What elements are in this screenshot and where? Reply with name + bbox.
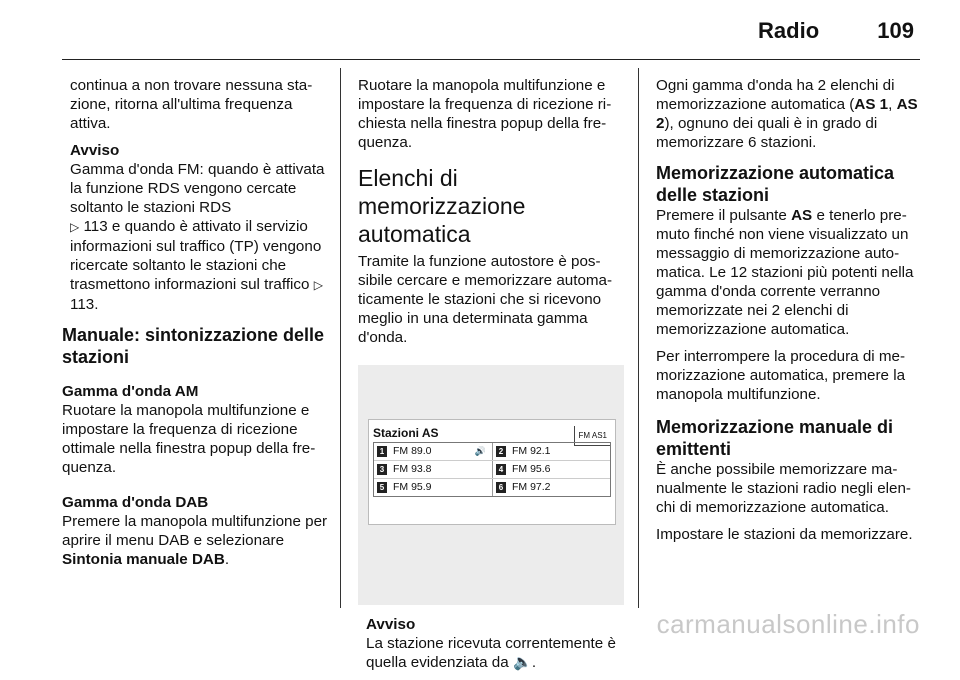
as1-label: AS 1: [854, 96, 889, 113]
page-ref-link[interactable]: 113: [83, 218, 108, 235]
column-divider: [638, 68, 639, 608]
am-text: Ruotare la manopola multifunzione e impostare la frequenza di ricezione ottimale nella finestra popup della frequenza.: [62, 402, 316, 476]
preset-number: 3: [377, 464, 387, 475]
note-text: e quando è attivato il servizio informazioni sul traffico (TP) vengono ricercate soltanto le stazioni che trasmettono informazioni sul traffico: [70, 218, 322, 293]
subheading-dab: Gamma d'onda DAB: [62, 494, 209, 511]
page-ref-icon: ▷: [70, 220, 80, 234]
header-rule: [62, 59, 920, 60]
station-screen: [368, 419, 616, 525]
note-block: [62, 141, 328, 314]
page-ref-link[interactable]: 113.: [70, 296, 99, 313]
watermark: carmanualsonline.info: [656, 609, 920, 639]
intro-text: Ruotare la manopola multifunzione e impostare la frequenza di ricezione richiesta nella finestra popup della frequenza.: [358, 77, 612, 151]
screen-tab: FM AS1: [574, 426, 611, 446]
body-text: È anche possibile memorizzare manualmente le stazioni radio negli elenchi di memorizzazione automatica.: [656, 461, 911, 516]
station-label: FM 93.8: [393, 463, 432, 475]
station-row: [374, 461, 610, 479]
intro-text: continua a non trovare nessuna stazione, ritorna all'ultima frequenza attiva.: [70, 77, 313, 132]
station-label: FM 95.9: [393, 481, 432, 493]
column-1: continua a non trovare nessuna stazione, ritorna all'ultima frequenza attiva. Avviso Gamma d'onda FM: quando è attivata la funzione RDS vengono cercate soltanto le stazioni RDS ▷ 113 e quando è attivato il servizio informazioni sul traffico (TP) vengono ricercate soltanto le stazioni che trasmettono informazioni sul traffico ▷ 113. Manuale: sintonizzazione delle stazioni Gamma d'onda AM Ruotare la manopola multifunzione e impostare la frequenza di ricezione ottimale nella finestra popup della frequenza. Gamma d'onda DAB Premere la manopola multifunzione per aprire il menu DAB e selezionare Sintonia manuale DAB.: [62, 77, 328, 568]
section-heading: Memorizzazione automatica delle stazioni: [656, 163, 895, 205]
section-heading: Memorizzazione manuale di emittenti: [656, 417, 894, 459]
speaker-icon: 🔈: [512, 654, 532, 671]
section-heading: Manuale: sintonizzazione delle stazioni: [62, 325, 325, 367]
intro-text: Ogni gamma d'onda ha 2 elenchi di memorizzazione automatica (: [656, 77, 895, 113]
station-row: [374, 443, 610, 461]
dab-menu-item: Sintonia manuale DAB: [62, 551, 225, 568]
preset-number: 6: [496, 482, 506, 493]
station-cell[interactable]: [374, 443, 492, 460]
station-label: FM 92.1: [512, 445, 551, 457]
screen-title: Stazioni AS: [373, 426, 439, 440]
station-cell[interactable]: [492, 479, 610, 496]
station-label: FM 97.2: [512, 481, 551, 493]
station-label: FM 95.6: [512, 463, 551, 475]
body-text: Per interrompere la procedura di memorizzazione automatica, premere la manopola multifunzione.: [656, 348, 906, 403]
as2-label: AS 2: [656, 96, 918, 132]
station-cell[interactable]: [374, 461, 492, 478]
preset-number: 5: [377, 482, 387, 493]
screen-figure: [358, 365, 624, 605]
page-number: 109: [877, 18, 914, 43]
section-heading: Elenchi di memorizzazione automatica: [358, 165, 526, 247]
preset-number: 4: [496, 464, 506, 475]
station-cell[interactable]: [374, 479, 492, 496]
note-block: Avviso La stazione ricevuta correntemente è quella evidenziata da 🔈.: [358, 615, 624, 672]
station-label: FM 89.0: [393, 445, 432, 457]
note-text: Gamma d'onda FM: quando è attivata la funzione RDS vengono cercate soltanto le stazioni RDS: [70, 161, 325, 216]
preset-number: 1: [377, 446, 387, 457]
page-ref-icon: ▷: [313, 278, 323, 292]
body-text: Impostare le stazioni da memorizzare.: [656, 526, 913, 543]
body-text: e tenerlo premuto finché non viene visualizzato un messaggio di memorizzazione automatica. Le 12 stazioni più potenti nella gamma d'onda corrente verranno memorizzate nei 2 elenchi di memorizzazione automatica.: [656, 207, 914, 338]
intro-text: ), ognuno dei quali è in grado di memorizzare 6 stazioni.: [656, 115, 878, 151]
station-cell[interactable]: [492, 461, 610, 478]
note-title: Avviso: [70, 142, 120, 159]
preset-number: 2: [496, 446, 506, 457]
as-button-label: AS: [791, 207, 813, 224]
body-text: Premere il pulsante: [656, 207, 787, 224]
section-title: Radio: [758, 18, 820, 43]
column-3: Ogni gamma d'onda ha 2 elenchi di memorizzazione automatica (AS 1, AS 2), ognuno dei quali è in grado di memorizzare 6 stazioni. Memorizzazione automatica delle stazioni Premere il pulsante AS e tenerlo premuto finché non viene visualizzato un messaggio di memorizzazione automatica. Le 12 stazioni più potenti nella gamma d'onda corrente verranno memorizzate nei 2 elenchi di memorizzazione automatica. Per interrompere la procedura di memorizzazione automatica, premere la manopola multifunzione. Memorizzazione manuale di emittenti È anche possibile memorizzare manualmente le stazioni radio negli elenchi di memorizzazione automatica. Impostare le stazioni da memorizzare.: [656, 76, 922, 552]
speaker-icon: 🔊: [474, 446, 486, 456]
dab-text: Premere la manopola multifunzione per aprire il menu DAB e selezionare: [62, 513, 328, 549]
column-divider: [340, 68, 341, 608]
note-text: La stazione ricevuta correntemente è quella evidenziata da: [366, 635, 616, 671]
subheading-am: Gamma d'onda AM: [62, 383, 199, 400]
note-title: Avviso: [366, 616, 416, 633]
body-text: Tramite la funzione autostore è possibile cercare e memorizzare automaticamente le stazioni che si ricevono meglio in una determinata gamma d'onda.: [358, 253, 613, 346]
station-cell[interactable]: [492, 443, 610, 460]
column-2: [358, 76, 624, 680]
station-grid: [373, 442, 611, 497]
station-row: [374, 479, 610, 496]
page-header: [758, 18, 914, 44]
